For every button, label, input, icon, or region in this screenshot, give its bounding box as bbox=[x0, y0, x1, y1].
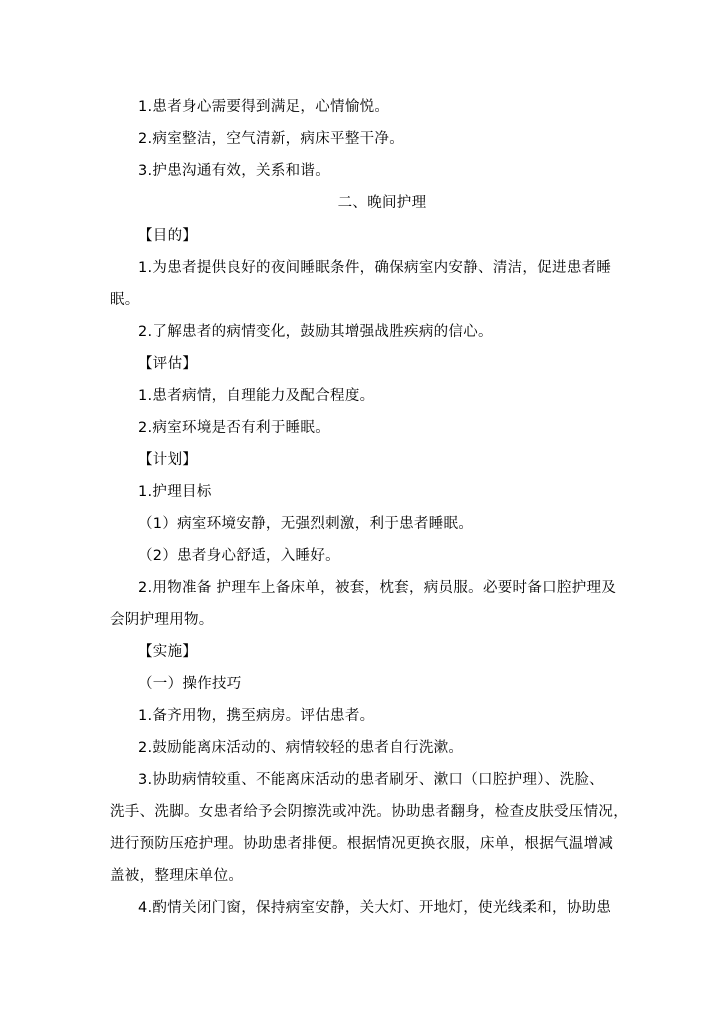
paragraph-line: 1.患者身心需要得到满足，心情愉悦。 bbox=[138, 99, 390, 115]
paragraph-line: 2.病室环境是否有利于睡眠。 bbox=[138, 420, 331, 436]
paragraph-line: 1.护理目标 bbox=[138, 484, 212, 500]
paragraph-line: （一）操作技巧 bbox=[138, 676, 242, 692]
section-heading: 二、晚间护理 bbox=[337, 195, 427, 211]
paragraph-line: 3.护患沟通有效，关系和谐。 bbox=[138, 163, 331, 179]
subsection-heading: 【计划】 bbox=[138, 452, 198, 468]
paragraph-line: （1）病室环境安静，无强烈刺激，利于患者睡眠。 bbox=[138, 516, 474, 532]
paragraph-line: 1.患者病情，自理能力及配合程度。 bbox=[138, 388, 375, 404]
paragraph-line: 1.备齐用物，携至病房。评估患者。 bbox=[138, 708, 375, 724]
paragraph-line: 3.协助病情较重、不能离床活动的患者刷牙、漱口（口腔护理）、洗脸、 bbox=[138, 772, 604, 788]
paragraph-line: 眠。 bbox=[110, 292, 140, 308]
paragraph-line: 2.用物准备 护理车上备床单，被套，枕套，病员服。必要时备口腔护理及 bbox=[138, 580, 617, 596]
paragraph-line: 2.鼓励能离床活动的、病情较轻的患者自行洗漱。 bbox=[138, 740, 464, 756]
paragraph-line: 洗手、洗脚。女患者给予会阴擦洗或冲洗。协助患者翻身，检查皮肤受压情况， bbox=[110, 804, 628, 820]
subsection-heading: 【目的】 bbox=[138, 228, 198, 244]
paragraph-line: 4.酌情关闭门窗，保持病室安静，关大灯、开地灯，使光线柔和，协助患 bbox=[138, 900, 612, 916]
subsection-heading: 【评估】 bbox=[138, 356, 198, 372]
paragraph-line: 2.病室整洁，空气清新，病床平整干净。 bbox=[138, 131, 405, 147]
paragraph-line: 会阴护理用物。 bbox=[110, 612, 214, 628]
paragraph-line: 盖被，整理床单位。 bbox=[110, 868, 244, 884]
paragraph-line: 进行预防压疮护理。协助患者排便。根据情况更换衣服，床单，根据气温增减 bbox=[110, 836, 614, 852]
paragraph-line: （2）患者身心舒适，入睡好。 bbox=[138, 548, 340, 564]
subsection-heading: 【实施】 bbox=[138, 644, 198, 660]
paragraph-line: 2.了解患者的病情变化，鼓励其增强战胜疾病的信心。 bbox=[138, 324, 493, 340]
paragraph-line: 1.为患者提供良好的夜间睡眠条件，确保病室内安静、清洁，促进患者睡 bbox=[138, 260, 612, 276]
